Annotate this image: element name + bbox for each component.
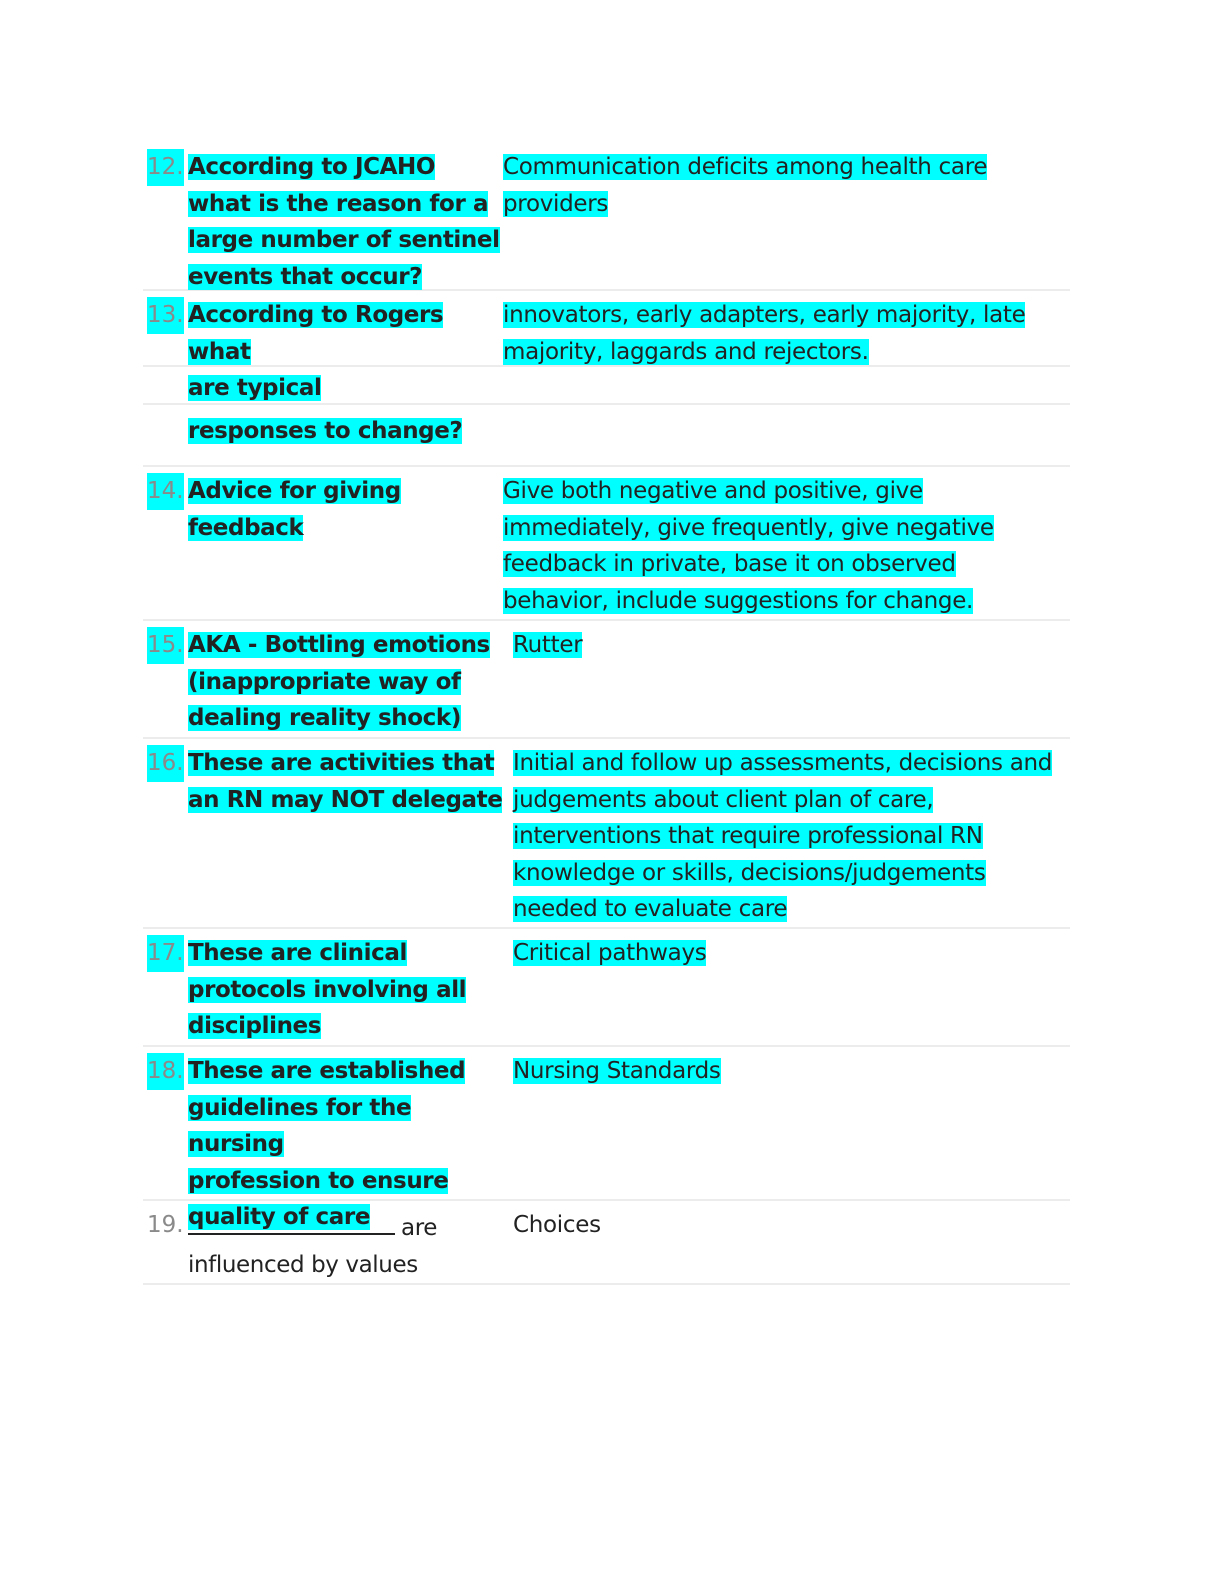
answer-line: Critical pathways bbox=[513, 940, 707, 966]
question-line: influenced by values bbox=[188, 1251, 418, 1278]
answer-line: interventions that require professional RN bbox=[513, 823, 983, 849]
question-line: (inappropriate way of bbox=[188, 668, 461, 695]
answer-line: needed to evaluate care bbox=[513, 896, 788, 922]
answer-12 bbox=[503, 149, 987, 222]
answer-line: Choices bbox=[513, 1212, 601, 1238]
answer-15 bbox=[513, 627, 582, 664]
answer-line: judgements about client plan of care, bbox=[513, 786, 934, 813]
answer-19 bbox=[513, 1207, 601, 1244]
answer-line: majority, laggards and rejectors. bbox=[503, 338, 869, 365]
answer-line: Nursing Standards bbox=[513, 1058, 721, 1084]
question-line: disciplines bbox=[188, 1013, 322, 1039]
question-line: According to JCAHO bbox=[188, 154, 436, 180]
question-line: AKA - Bottling emotions bbox=[188, 632, 490, 658]
answer-17 bbox=[513, 935, 706, 972]
answer-16 bbox=[513, 745, 1052, 928]
answer-line: Give both negative and positive, give bbox=[503, 478, 923, 504]
qa-row-13-continued bbox=[143, 405, 1070, 467]
answer-line: Rutter bbox=[513, 632, 583, 658]
question-number: 16. bbox=[147, 745, 184, 782]
answer-line: providers bbox=[503, 190, 609, 217]
answer-line: behavior, include suggestions for change. bbox=[503, 587, 974, 614]
answer-18 bbox=[513, 1053, 721, 1090]
qa-row-14 bbox=[143, 467, 1070, 621]
question-line: are bbox=[401, 1215, 437, 1241]
document-page bbox=[143, 143, 1070, 1285]
question-line: These are activities that bbox=[188, 750, 495, 776]
answer-line: feedback in private, base it on observed bbox=[503, 551, 956, 577]
question-text bbox=[188, 627, 503, 737]
qa-row-12 bbox=[143, 143, 1070, 291]
question-number: 14. bbox=[147, 473, 184, 510]
question-line: These are established bbox=[188, 1058, 466, 1084]
question-number: 12. bbox=[147, 149, 184, 186]
empty-row bbox=[143, 367, 1070, 405]
question-text bbox=[188, 413, 503, 450]
question-text bbox=[188, 1207, 503, 1283]
qa-row-17 bbox=[143, 929, 1070, 1047]
question-line: These are clinical bbox=[188, 940, 407, 966]
question-text bbox=[188, 473, 508, 546]
answer-14 bbox=[503, 473, 994, 619]
question-line: are typical bbox=[188, 375, 322, 401]
question-number: 15. bbox=[147, 627, 184, 664]
question-number: 17. bbox=[147, 935, 184, 972]
qa-row-15 bbox=[143, 621, 1070, 739]
question-line: Advice for giving feedback bbox=[188, 478, 401, 541]
qa-row-13 bbox=[143, 291, 1070, 401]
question-line: According to Rogers what bbox=[188, 302, 444, 365]
answer-13 bbox=[503, 297, 1025, 370]
question-text bbox=[188, 149, 503, 295]
question-line: responses to change? bbox=[188, 418, 463, 444]
question-line: events that occur? bbox=[188, 263, 423, 290]
question-line: dealing reality shock) bbox=[188, 705, 461, 731]
question-number: 13. bbox=[147, 297, 184, 334]
question-text bbox=[188, 935, 503, 1045]
answer-line: innovators, early adapters, early majority, late bbox=[503, 302, 1026, 328]
question-line: what is the reason for a bbox=[188, 190, 489, 217]
question-line: guidelines for the nursing bbox=[188, 1094, 412, 1157]
fill-in-blank bbox=[188, 1207, 395, 1235]
question-line: profession to ensure bbox=[188, 1167, 449, 1194]
answer-line: Initial and follow up assessments, decisions and bbox=[513, 750, 1053, 776]
question-line: quality of care bbox=[188, 1204, 371, 1230]
question-line: large number of sentinel bbox=[188, 227, 500, 253]
answer-line: immediately, give frequently, give negative bbox=[503, 514, 994, 541]
answer-line: Communication deficits among health care bbox=[503, 154, 988, 180]
question-text bbox=[188, 745, 503, 818]
qa-row-16 bbox=[143, 739, 1070, 929]
qa-row-19 bbox=[143, 1201, 1070, 1285]
answer-line: knowledge or skills, decisions/judgements bbox=[513, 859, 986, 886]
question-number: 18. bbox=[147, 1053, 184, 1090]
question-line: an RN may NOT delegate bbox=[188, 786, 503, 813]
question-number: 19. bbox=[147, 1212, 184, 1238]
question-line: protocols involving all bbox=[188, 976, 467, 1003]
